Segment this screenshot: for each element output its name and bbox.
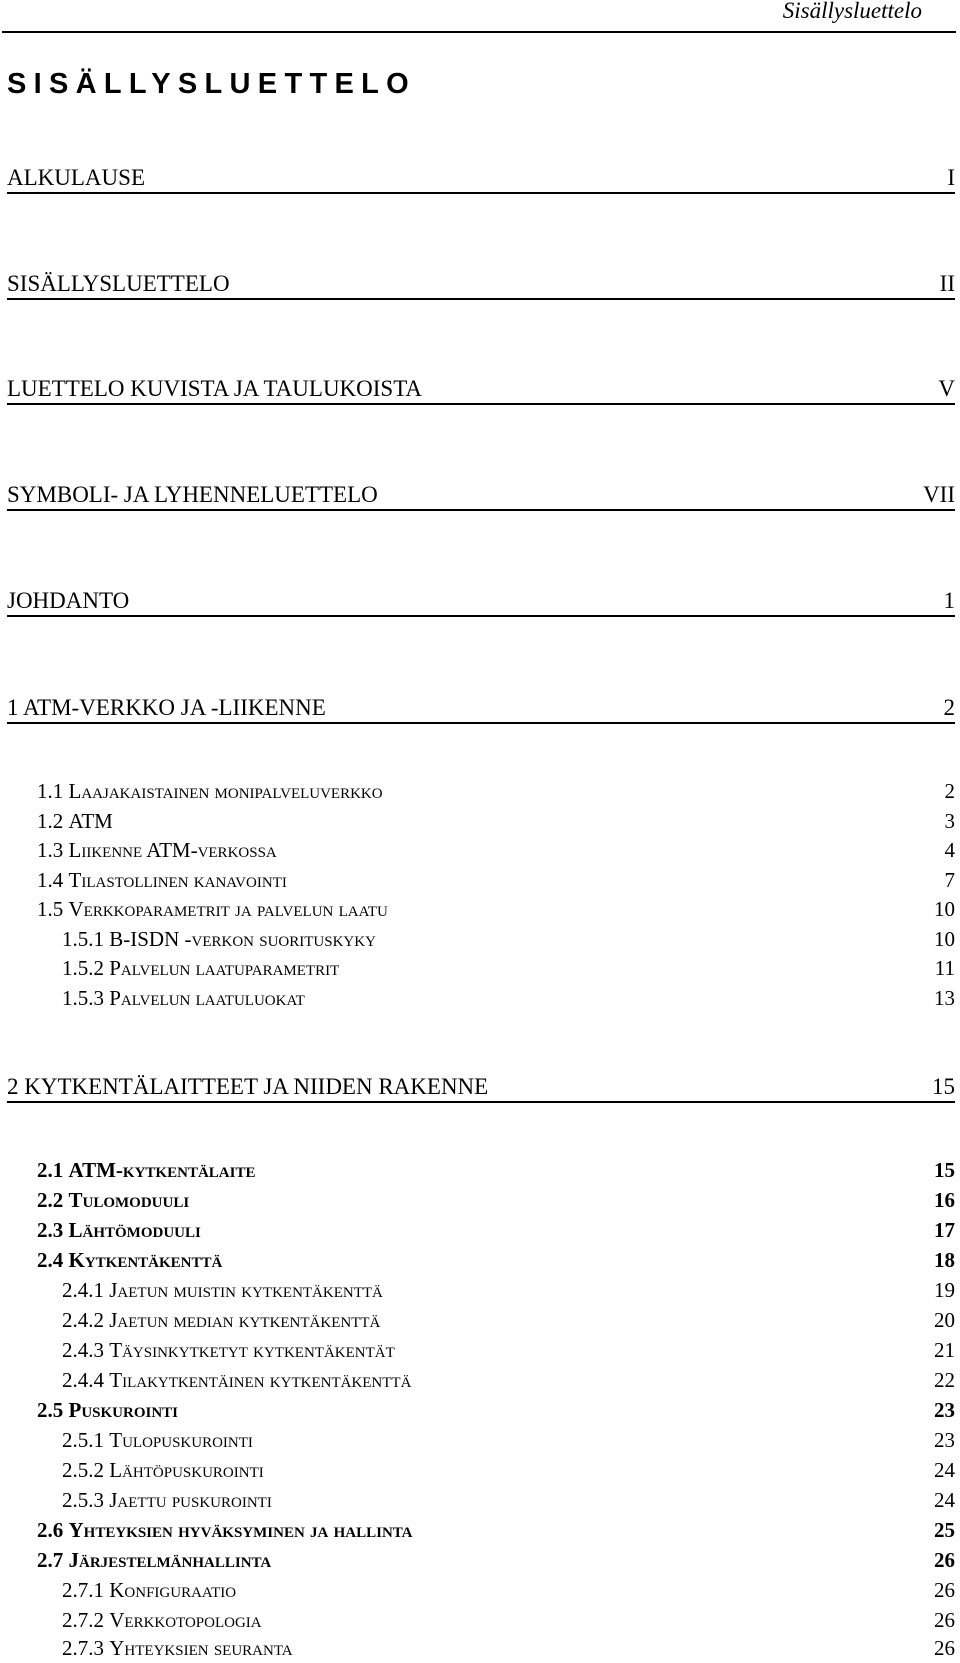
toc-section[interactable] <box>0 1517 955 1545</box>
toc-section-number: 2.6 <box>37 1518 64 1542</box>
toc-subsection[interactable] <box>0 1577 955 1605</box>
toc-chapter-title: SISÄLLYSLUETTELO <box>7 271 230 296</box>
toc-page-number: 18 <box>934 1248 955 1272</box>
toc-section[interactable] <box>0 1397 955 1425</box>
toc-page-number: 15 <box>934 1158 955 1182</box>
toc-section-title: Liikenne ATM-verkossa <box>68 838 277 862</box>
toc-section-number: 2.5.3 <box>62 1488 104 1512</box>
toc-section-number: 2.4 <box>37 1248 64 1272</box>
toc-page-number: 17 <box>934 1218 955 1242</box>
toc-section-number: 2.5.1 <box>62 1428 104 1452</box>
toc-section-title: Puskurointi <box>68 1398 179 1422</box>
toc-section-title: Tulopuskurointi <box>109 1428 253 1452</box>
toc-page-number: 3 <box>944 809 955 833</box>
toc-section-number: 2.5 <box>37 1398 64 1422</box>
toc-section-number: 1.2 <box>37 809 64 833</box>
toc-page-number: 2 <box>943 695 955 720</box>
toc-page-number: 24 <box>934 1458 955 1482</box>
toc-section[interactable] <box>0 1157 955 1185</box>
toc-subsection[interactable] <box>0 1457 955 1485</box>
toc-page-number: II <box>939 271 955 296</box>
toc-section-number: 2.4.3 <box>62 1338 104 1362</box>
page-title: SISÄLLYSLUETTELO <box>7 68 416 100</box>
toc-section[interactable] <box>0 1547 955 1575</box>
toc-page-number: 26 <box>934 1636 955 1660</box>
toc-subsection[interactable] <box>0 1635 955 1663</box>
toc-page-number: 23 <box>934 1428 955 1452</box>
toc-section[interactable] <box>0 1217 955 1245</box>
toc-section-number: 2.7.2 <box>62 1608 104 1632</box>
toc-section[interactable] <box>0 896 955 924</box>
toc-section-number: 2.4.4 <box>62 1368 104 1392</box>
toc-section-number: 2.5.2 <box>62 1458 104 1482</box>
toc-chapter-title: LUETTELO KUVISTA JA TAULUKOISTA <box>7 376 423 401</box>
toc-section[interactable] <box>0 837 955 865</box>
toc-section-title: Tilakytkentäinen kytkentäkenttä <box>109 1368 412 1392</box>
toc-page-number: 26 <box>934 1578 955 1602</box>
toc-page-number: 19 <box>934 1278 955 1302</box>
toc-chapter-title: 1 ATM-VERKKO JA -LIIKENNE <box>7 695 326 720</box>
toc-section-title: Jaettu puskurointi <box>109 1488 272 1512</box>
toc-section-title: Laajakaistainen monipalveluverkko <box>68 779 383 803</box>
toc-section-number: 1.5 <box>37 897 64 921</box>
toc-page-number: 7 <box>944 868 955 892</box>
toc-section-number: 2.1 <box>37 1158 64 1182</box>
toc-section-number: 1.5.3 <box>62 986 104 1010</box>
toc-page-number: 10 <box>934 897 955 921</box>
toc-subsection[interactable] <box>0 1427 955 1455</box>
toc-section-number: 2.4.2 <box>62 1308 104 1332</box>
toc-section-title: ATM <box>68 809 113 833</box>
toc-section-number: 1.4 <box>37 868 64 892</box>
toc-chapter-title: ALKULAUSE <box>7 165 145 190</box>
toc-section-number: 2.7.3 <box>62 1636 104 1660</box>
toc-section-title: Verkkotopologia <box>109 1608 262 1632</box>
toc-section-number: 1.1 <box>37 779 64 803</box>
toc-chapter[interactable] <box>7 585 955 617</box>
toc-section-title: Jaetun muistin kytkentäkenttä <box>109 1278 383 1302</box>
toc-chapter-title: SYMBOLI- JA LYHENNELUETTELO <box>7 482 378 507</box>
toc-section-number: 2.4.1 <box>62 1278 104 1302</box>
running-header-title: Sisällysluettelo <box>782 0 922 23</box>
toc-page-number: V <box>938 376 955 401</box>
toc-chapter[interactable] <box>7 1071 955 1103</box>
toc-section[interactable] <box>0 778 955 806</box>
toc-section[interactable] <box>0 867 955 895</box>
toc-section-title: Kytkentäkenttä <box>68 1248 223 1272</box>
toc-page-number: 20 <box>934 1308 955 1332</box>
toc-section-number: 2.2 <box>37 1188 64 1212</box>
toc-chapter[interactable] <box>7 162 955 194</box>
toc-section[interactable] <box>0 808 955 836</box>
toc-subsection[interactable] <box>0 1487 955 1515</box>
toc-section-title: Lähtömoduuli <box>68 1218 201 1242</box>
toc-section-title: Konfiguraatio <box>109 1578 237 1602</box>
toc-section-number: 2.7.1 <box>62 1578 104 1602</box>
toc-page-number: 11 <box>934 956 955 980</box>
toc-section-title: Jaetun median kytkentäkenttä <box>109 1308 381 1332</box>
toc-section-number: 1.3 <box>37 838 64 862</box>
toc-section-number: 1.5.1 <box>62 927 104 951</box>
toc-chapter-title: 2 KYTKENTÄLAITTEET JA NIIDEN RAKENNE <box>7 1074 489 1099</box>
toc-chapter[interactable] <box>7 692 955 724</box>
toc-section-title: Järjestelmänhallinta <box>68 1548 272 1572</box>
toc-page-number: 13 <box>934 986 955 1010</box>
toc-chapter-title: JOHDANTO <box>7 588 130 613</box>
toc-section-title: Palvelun laatuluokat <box>109 986 305 1010</box>
toc-section-title: ATM-kytkentälaite <box>68 1158 256 1182</box>
toc-page-number: 24 <box>934 1488 955 1512</box>
toc-subsection[interactable] <box>0 1367 955 1395</box>
toc-section-title: B-ISDN -verkon suorituskyky <box>109 927 376 951</box>
toc-page-number: 16 <box>934 1188 955 1212</box>
toc-page-number: 21 <box>934 1338 955 1362</box>
toc-section[interactable] <box>0 1187 955 1215</box>
toc-chapter[interactable] <box>7 373 955 405</box>
toc-chapter[interactable] <box>7 479 955 511</box>
toc-page-number: 4 <box>944 838 955 862</box>
toc-page-number: I <box>947 165 955 190</box>
toc-section-title: Täysinkytketyt kytkentäkentät <box>109 1338 395 1362</box>
toc-page-number: 2 <box>944 779 955 803</box>
toc-subsection[interactable] <box>0 1307 955 1335</box>
toc-chapter[interactable] <box>7 268 955 300</box>
toc-page-number: 26 <box>934 1548 955 1572</box>
toc-page-number: 25 <box>934 1518 955 1542</box>
toc-page-number: 1 <box>943 588 955 613</box>
toc-section-number: 1.5.2 <box>62 956 104 980</box>
toc-subsection[interactable] <box>0 1337 955 1365</box>
toc-section-title: Lähtöpuskurointi <box>109 1458 264 1482</box>
toc-section-title: Yhteyksien hyväksyminen ja hallinta <box>68 1518 413 1542</box>
toc-section-title: Tilastollinen kanavointi <box>68 868 287 892</box>
toc-page-number: 23 <box>934 1398 955 1422</box>
toc-section-number: 2.3 <box>37 1218 64 1242</box>
toc-subsection[interactable] <box>0 926 955 954</box>
toc-section-number: 2.7 <box>37 1548 64 1572</box>
toc-page-number: 10 <box>934 927 955 951</box>
toc-page-number: VII <box>923 482 955 507</box>
toc-page-number: 22 <box>934 1368 955 1392</box>
toc-section-title: Tulomoduuli <box>68 1188 190 1212</box>
toc-subsection[interactable] <box>0 1277 955 1305</box>
toc-subsection[interactable] <box>0 985 955 1013</box>
toc-section-title: Verkkoparametrit ja palvelun laatu <box>68 897 388 921</box>
toc-section-title: Yhteyksien seuranta <box>109 1636 293 1660</box>
toc-page-number: 15 <box>932 1074 955 1099</box>
toc-subsection[interactable] <box>0 1607 955 1635</box>
toc-page-number: 26 <box>934 1608 955 1632</box>
toc-subsection[interactable] <box>0 955 955 983</box>
toc-section[interactable] <box>0 1247 955 1275</box>
toc-section-title: Palvelun laatuparametrit <box>109 956 340 980</box>
